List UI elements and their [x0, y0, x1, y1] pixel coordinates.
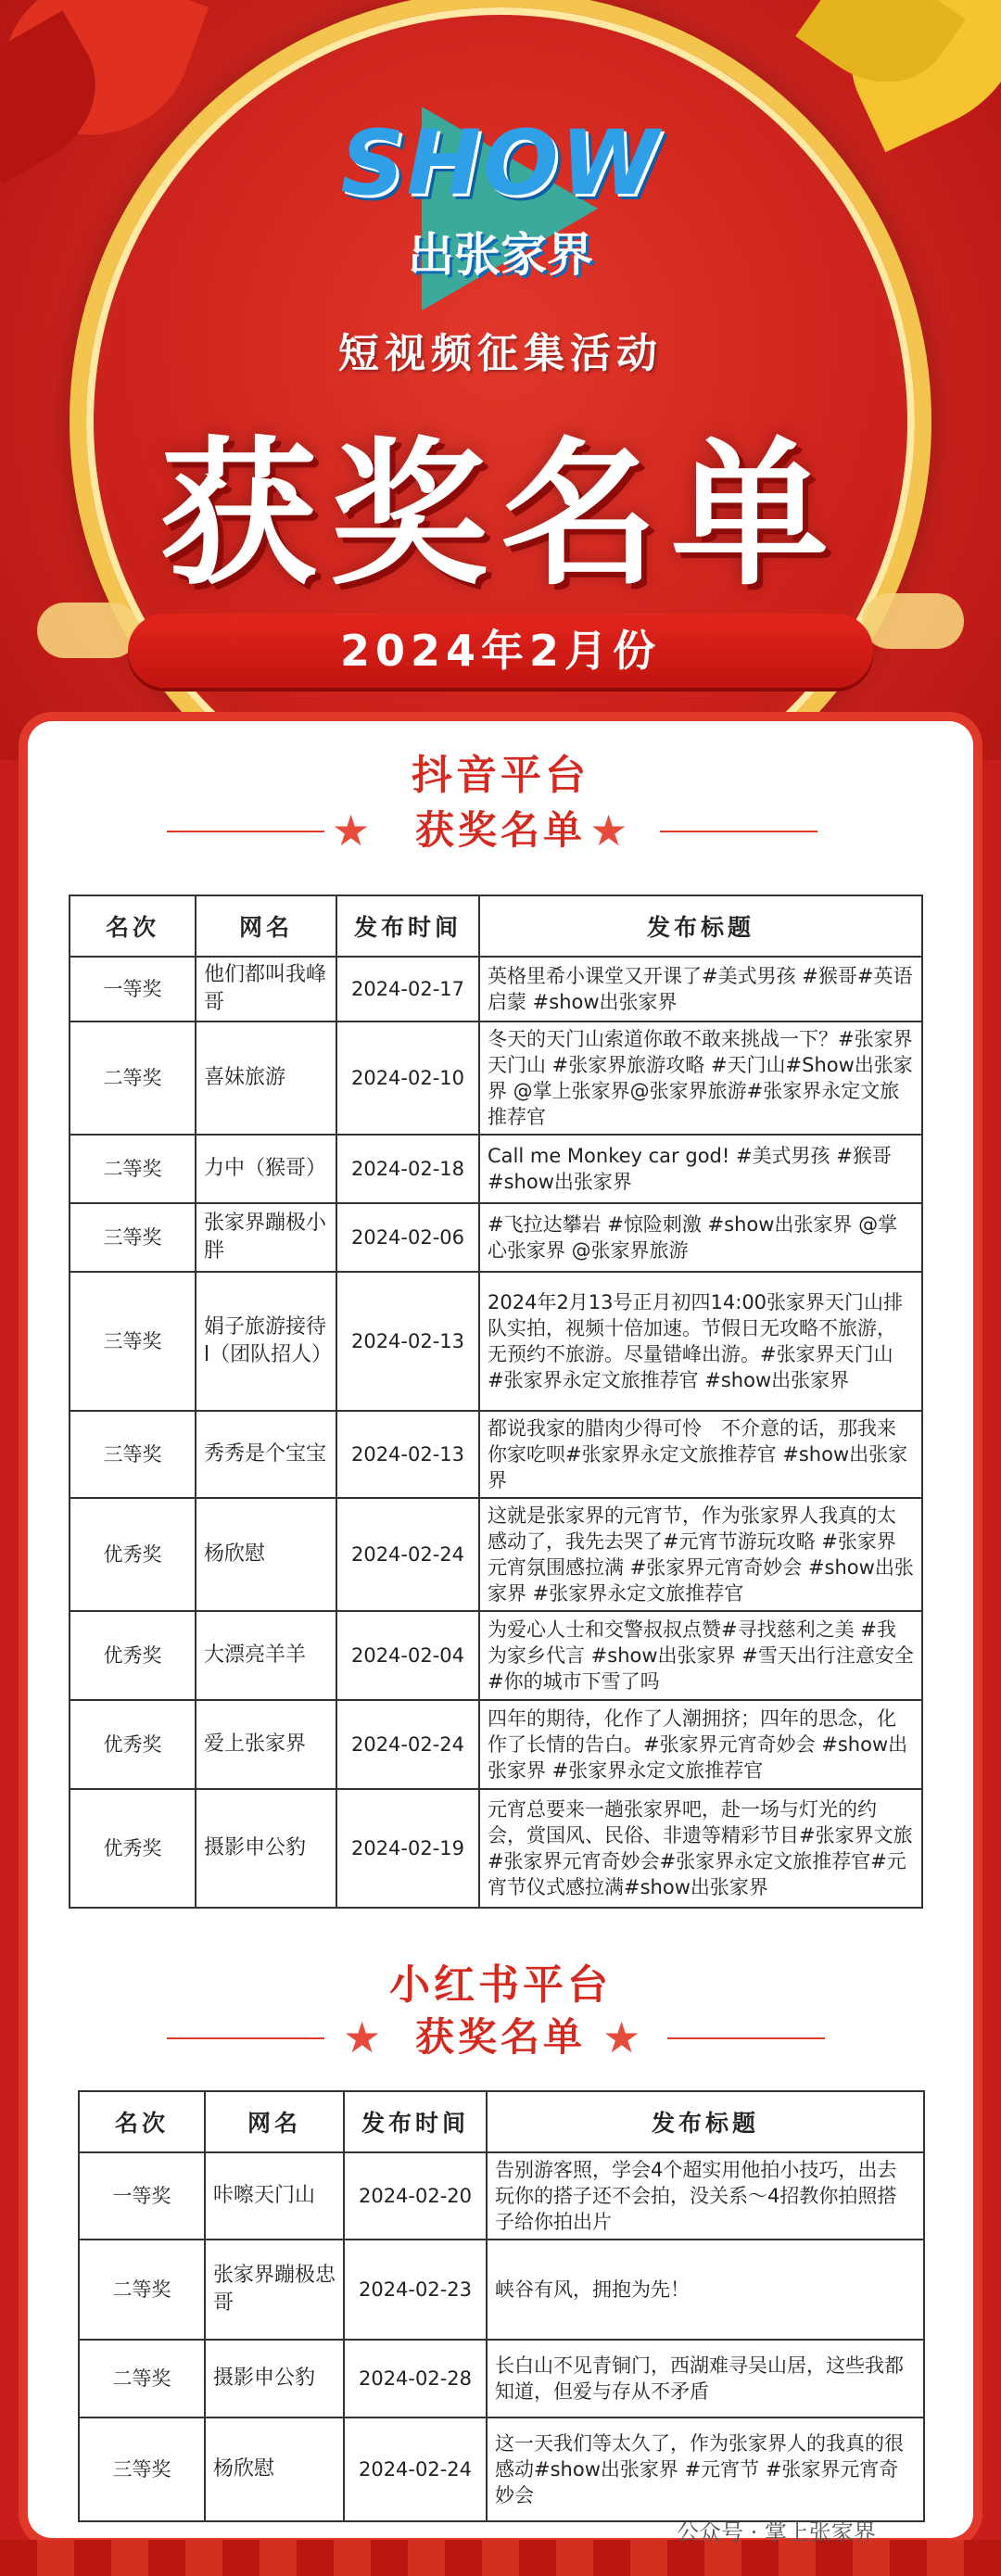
title-cell: Call me Monkey car god! #美式男孩 #猴哥#show出张家界 — [479, 1135, 922, 1203]
name-cell: 他们都叫我峰哥 — [196, 957, 336, 1022]
table-header-row — [79, 2091, 924, 2152]
douyin-platform-title: 抖音平台 — [412, 752, 589, 799]
title-cell: 为爱心人士和交警叔叔点赞#寻找慈利之美 #我为家乡代言 #show出张家界 #雪天出行注意安全 #你的城市下雪了吗 — [479, 1611, 922, 1700]
title-cell: 都说我家的腊肉少得可怜 不介意的话，那我来你家吃呗#张家界永定文旅推荐官 #show出张家界 — [479, 1411, 922, 1498]
table-row — [79, 2240, 924, 2340]
table-row — [70, 1272, 922, 1411]
title-cell: 英格里希小课堂又开课了#美式男孩 #猴哥#英语启蒙 #show出张家界 — [479, 957, 922, 1022]
date-cell: 2024-02-23 — [344, 2240, 487, 2340]
column-header-title: 发布标题 — [479, 895, 922, 957]
douyin-section-header — [0, 805, 1001, 860]
logo-text-cn: 出张家界 — [408, 228, 593, 282]
rank-cell: 三等奖 — [70, 1203, 196, 1272]
table-row — [70, 1498, 922, 1611]
star-icon: ★ — [343, 2012, 382, 2062]
rank-cell: 优秀奖 — [70, 1700, 196, 1789]
table-row — [79, 2152, 924, 2240]
table-row — [79, 2340, 924, 2417]
table-row — [70, 957, 922, 1022]
column-header-name: 网名 — [196, 895, 336, 957]
column-header-rank: 名次 — [70, 895, 196, 957]
name-cell: 摄影申公豹 — [196, 1789, 336, 1908]
name-cell: 张家界蹦极小胖 — [196, 1203, 336, 1272]
star-icon: ★ — [602, 2012, 641, 2062]
date-cell: 2024-02-19 — [336, 1789, 479, 1908]
title-cell: 2024年2月13号正月初四14:00张家界天门山排队实拍，视频十倍加速。节假日无攻略不旅游，无预约不旅游。尽量错峰出游。#张家界天门山 #张家界永定文旅推荐官 #show出张家界 — [479, 1272, 922, 1411]
watermark: 公众号 · 掌上张家界 — [677, 2519, 876, 2545]
rank-cell: 一等奖 — [70, 957, 196, 1022]
table-row — [70, 1411, 922, 1498]
table-row — [70, 1135, 922, 1203]
xiaohongshu-section-label: 获奖名单 — [414, 2014, 586, 2060]
date-cell: 2024-02-17 — [336, 957, 479, 1022]
rank-cell: 二等奖 — [79, 2340, 205, 2417]
table-row — [70, 1700, 922, 1789]
title-cell: 这就是张家界的元宵节，作为张家界人我真的太感动了，我先去哭了#元宵节游玩攻略 #张家界元宵氛围感拉满 #张家界元宵奇妙会 #show出张家界 #张家界永定文旅推荐官 — [479, 1498, 922, 1611]
name-cell: 杨欣慰 — [205, 2417, 344, 2521]
name-cell: 爱上张家界 — [196, 1700, 336, 1789]
column-header-title: 发布标题 — [487, 2091, 924, 2152]
star-icon: ★ — [332, 806, 371, 856]
divider-line — [667, 2037, 825, 2039]
xiaohongshu-platform-title: 小红书平台 — [389, 1961, 612, 2009]
date-cell: 2024-02-28 — [344, 2340, 487, 2417]
name-cell: 摄影申公豹 — [205, 2340, 344, 2417]
date-cell: 2024-02-24 — [336, 1498, 479, 1611]
title-cell: 峡谷有风，拥抱为先！ — [487, 2240, 924, 2340]
date-cell: 2024-02-06 — [336, 1203, 479, 1272]
table-row — [70, 1022, 922, 1135]
date-cell: 2024-02-18 — [336, 1135, 479, 1203]
title-cell: 四年的期待，化作了人潮拥挤；四年的思念，化作了长情的告白。#张家界元宵奇妙会 #show出张家界 #张家界永定文旅推荐官 — [479, 1700, 922, 1789]
name-cell: 喜妹旅游 — [196, 1022, 336, 1135]
xiaohongshu-section-header — [0, 2011, 1001, 2067]
rank-cell: 二等奖 — [70, 1135, 196, 1203]
name-cell: 娟子旅游接待l（团队招人） — [196, 1272, 336, 1411]
date-cell: 2024-02-10 — [336, 1022, 479, 1135]
date-banner: 2024年2月份 — [128, 614, 873, 688]
date-cell: 2024-02-04 — [336, 1611, 479, 1700]
table-row — [70, 1789, 922, 1908]
star-icon: ★ — [589, 806, 628, 856]
table-row — [70, 1611, 922, 1700]
title-cell: 告别游客照，学会4个超实用他拍小技巧，出去玩你的搭子还不会拍，没关系～4招教你拍照搭子给你拍出片 — [487, 2152, 924, 2240]
title-cell: 冬天的天门山索道你敢不敢来挑战一下？#张家界天门山 #张家界旅游攻略 #天门山#Show出张家界 @掌上张家界@张家界旅游#张家界永定文旅推荐官 — [479, 1022, 922, 1135]
rank-cell: 优秀奖 — [70, 1498, 196, 1611]
table-row — [79, 2417, 924, 2521]
rank-cell: 优秀奖 — [70, 1611, 196, 1700]
title-cell: #飞拉达攀岩 #惊险刺激 #show出张家界 @掌心张家界 @张家界旅游 — [479, 1203, 922, 1272]
column-header-date: 发布时间 — [344, 2091, 487, 2152]
date-cell: 2024-02-24 — [336, 1700, 479, 1789]
rank-cell: 三等奖 — [70, 1272, 196, 1411]
rank-cell: 一等奖 — [79, 2152, 205, 2240]
column-header-date: 发布时间 — [336, 895, 479, 957]
name-cell: 杨欣慰 — [196, 1498, 336, 1611]
douyin-section-label: 获奖名单 — [414, 807, 586, 853]
date-cell: 2024-02-20 — [344, 2152, 487, 2240]
date-cell: 2024-02-13 — [336, 1272, 479, 1411]
rank-cell: 二等奖 — [79, 2240, 205, 2340]
table-header-row — [70, 895, 922, 957]
title-cell: 元宵总要来一趟张家界吧，赴一场与灯光的约会，赏国风、民俗、非遗等精彩节目#张家界文旅 #张家界元宵奇妙会#张家界永定文旅推荐官#元宵节仪式感拉满#show出张家界 — [479, 1789, 922, 1908]
show-logo — [315, 102, 686, 315]
rank-cell: 三等奖 — [79, 2417, 205, 2521]
rank-cell: 三等奖 — [70, 1411, 196, 1498]
name-cell: 大漂亮羊羊 — [196, 1611, 336, 1700]
table-row — [70, 1203, 922, 1272]
douyin-awards-table — [69, 895, 923, 1909]
name-cell: 张家界蹦极忠哥 — [205, 2240, 344, 2340]
column-header-name: 网名 — [205, 2091, 344, 2152]
title-cell: 这一天我们等太久了，作为张家界人的我真的很感动#show出张家界 #元宵节 #张家界元宵奇妙会 — [487, 2417, 924, 2521]
xiaohongshu-awards-table — [78, 2090, 925, 2522]
title-cell: 长白山不见青铜门，西湖难寻吴山居，这些我都知道，但爱与存从不矛盾 — [487, 2340, 924, 2417]
divider-line — [660, 831, 817, 832]
column-header-rank: 名次 — [79, 2091, 205, 2152]
page-title: 获奖名单 — [158, 424, 842, 607]
rank-cell: 二等奖 — [70, 1022, 196, 1135]
name-cell: 力中（猴哥） — [196, 1135, 336, 1203]
logo-text-en: SHOW — [340, 111, 661, 215]
event-subtitle: 短视频征集活动 — [338, 330, 663, 377]
name-cell: 秀秀是个宝宝 — [196, 1411, 336, 1498]
name-cell: 咔嚓天门山 — [205, 2152, 344, 2240]
date-cell: 2024-02-13 — [336, 1411, 479, 1498]
date-cell: 2024-02-24 — [344, 2417, 487, 2521]
rank-cell: 优秀奖 — [70, 1789, 196, 1908]
